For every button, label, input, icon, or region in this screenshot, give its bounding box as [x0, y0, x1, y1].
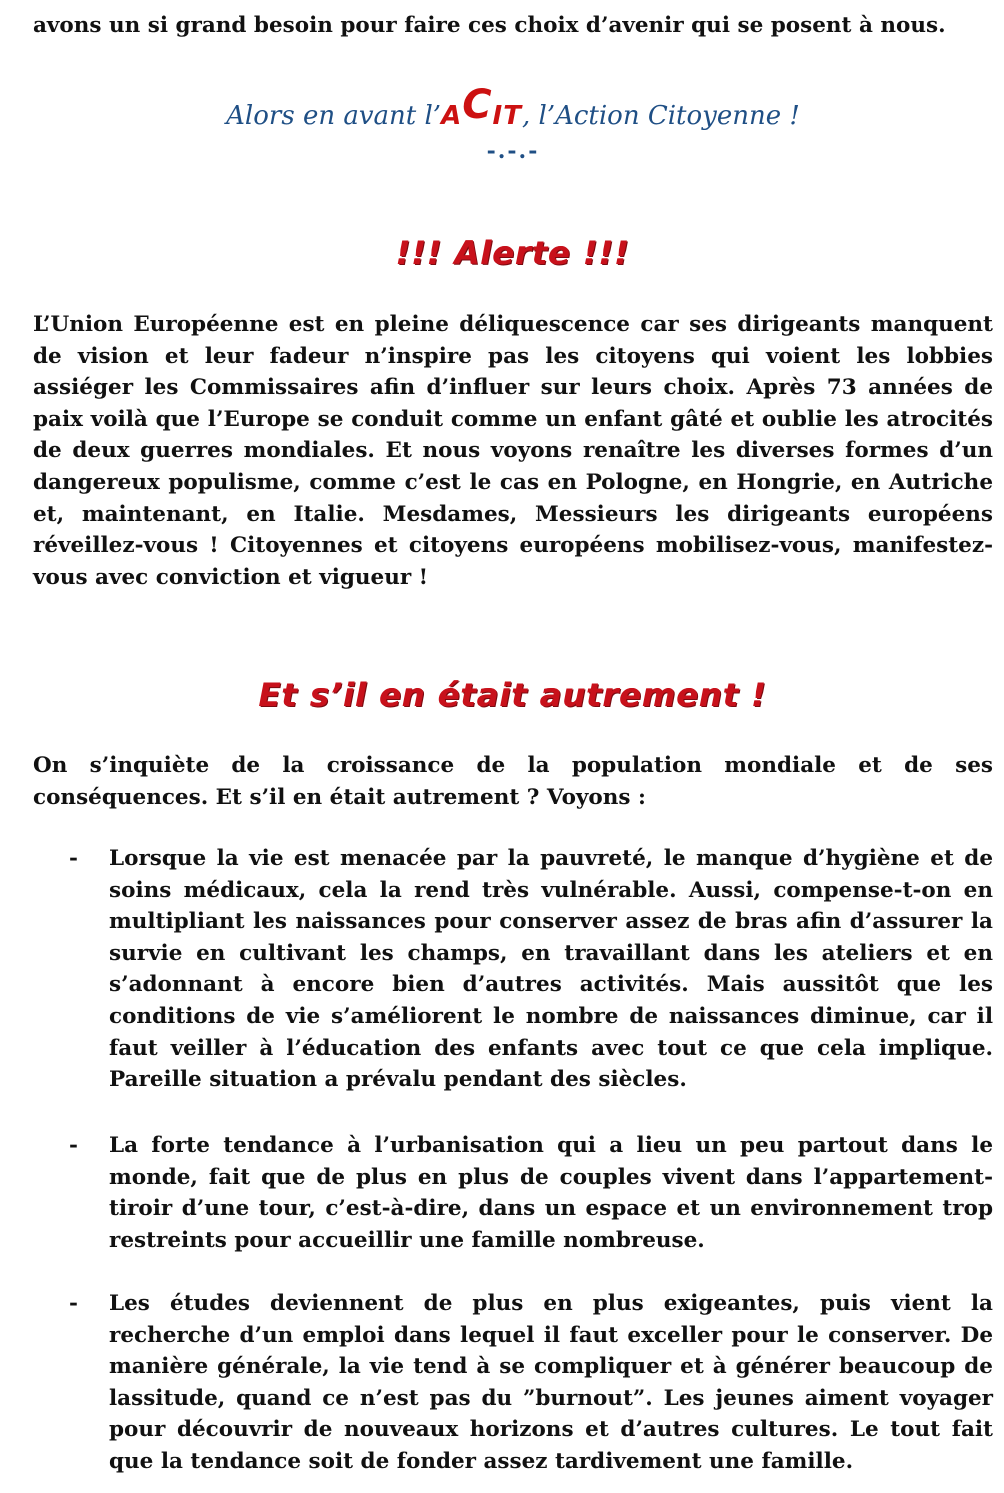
acit-letter-a: A [441, 101, 463, 131]
list-item [33, 1130, 993, 1256]
list-item [33, 1288, 993, 1478]
alerte-heading: !!! Alerte !!! [395, 234, 631, 272]
intro-closing-line: avons un si grand besoin pour faire ces choix d’avenir qui se posent à nous. [33, 13, 946, 38]
alerte-section [33, 309, 993, 593]
acit-slogan [33, 82, 993, 134]
list-item-text: La forte tendance à l’urbanisation qui a lieu un peu partout dans le monde, fait que de plus en plus de couples vivent dans l’appartement-tiroir d’une tour, c’est-à-dire, dans un espace et un environnement trop restreints pour accueillir une famille nombreuse. [109, 1133, 993, 1253]
acit-logo [441, 82, 522, 131]
list-item-text: Les études deviennent de plus en plus exigeantes, puis vient la recherche d’un emploi dans lequel il faut exceller pour le conserver. De manière générale, la vie tend à se compliquer et à générer beaucoup de lassitude, quand ce n’est pas du ”burnout”. Les jeunes aiment voyager pour découvrir de nouveaux horizons et d’autres cultures. Le tout fait que la tendance soit de fonder assez tardivement une famille. [109, 1291, 993, 1474]
list-item-text: Lorsque la vie est menacée par la pauvreté, le manque d’hygiène et de soins médicaux, cela la rend très vulnérable. Aussi, compense-t-on en multipliant les naissances pour conserver assez de bras afin d’assurer la survie en cultivant les champs, en travaillant dans les ateliers et en s’adonnant à encore bien d’autres activités. Mais aussitôt que les conditions de vie s’améliorent le nombre de naissances diminue, car il faut veiller à l’éducation des enfants avec tout ce que cela implique. Pareille situation a prévalu pendant des siècles. [109, 846, 993, 1093]
autrement-intro-section [33, 750, 993, 813]
autrement-heading: Et s’il en était autrement ! [258, 676, 768, 714]
bullet-dash: - [69, 1291, 78, 1316]
slogan-suffix: , l’Action Citoyenne ! [521, 101, 800, 131]
section-separator: -.-.- [486, 138, 540, 164]
slogan-prefix: Alors en avant l’ [226, 101, 442, 131]
bullet-dash: - [69, 1133, 78, 1158]
autrement-intro: On s’inquiète de la croissance de la population mondiale et de ses conséquences. Et s’il en était autrement ? Voyons : [33, 753, 993, 810]
bullet-dash: - [69, 846, 78, 871]
acit-letter-c: C [462, 82, 493, 128]
alerte-paragraph: L’Union Européenne est en pleine déliquescence car ses dirigeants manquent de vision et leur fadeur n’inspire pas les citoyens qui voient les lobbies assiéger les Commissaires afin d’influer sur leurs choix. Après 73 années de paix voilà que l’Europe se conduit comme un enfant gâté et oublie les atrocités de deux guerres mondiales. Et nous voyons renaître les diverses formes d’un dangereux populisme, comme c’est le cas en Pologne, en Hongrie, en Autriche et, maintenant, en Italie. Mesdames, Messieurs les dirigeants européens réveillez-vous ! Citoyennes et citoyens européens mobilisez-vous, manifestez-vous avec conviction et vigueur ! [33, 312, 993, 590]
acit-letters-it: IT [492, 101, 522, 131]
list-item [33, 843, 993, 1096]
